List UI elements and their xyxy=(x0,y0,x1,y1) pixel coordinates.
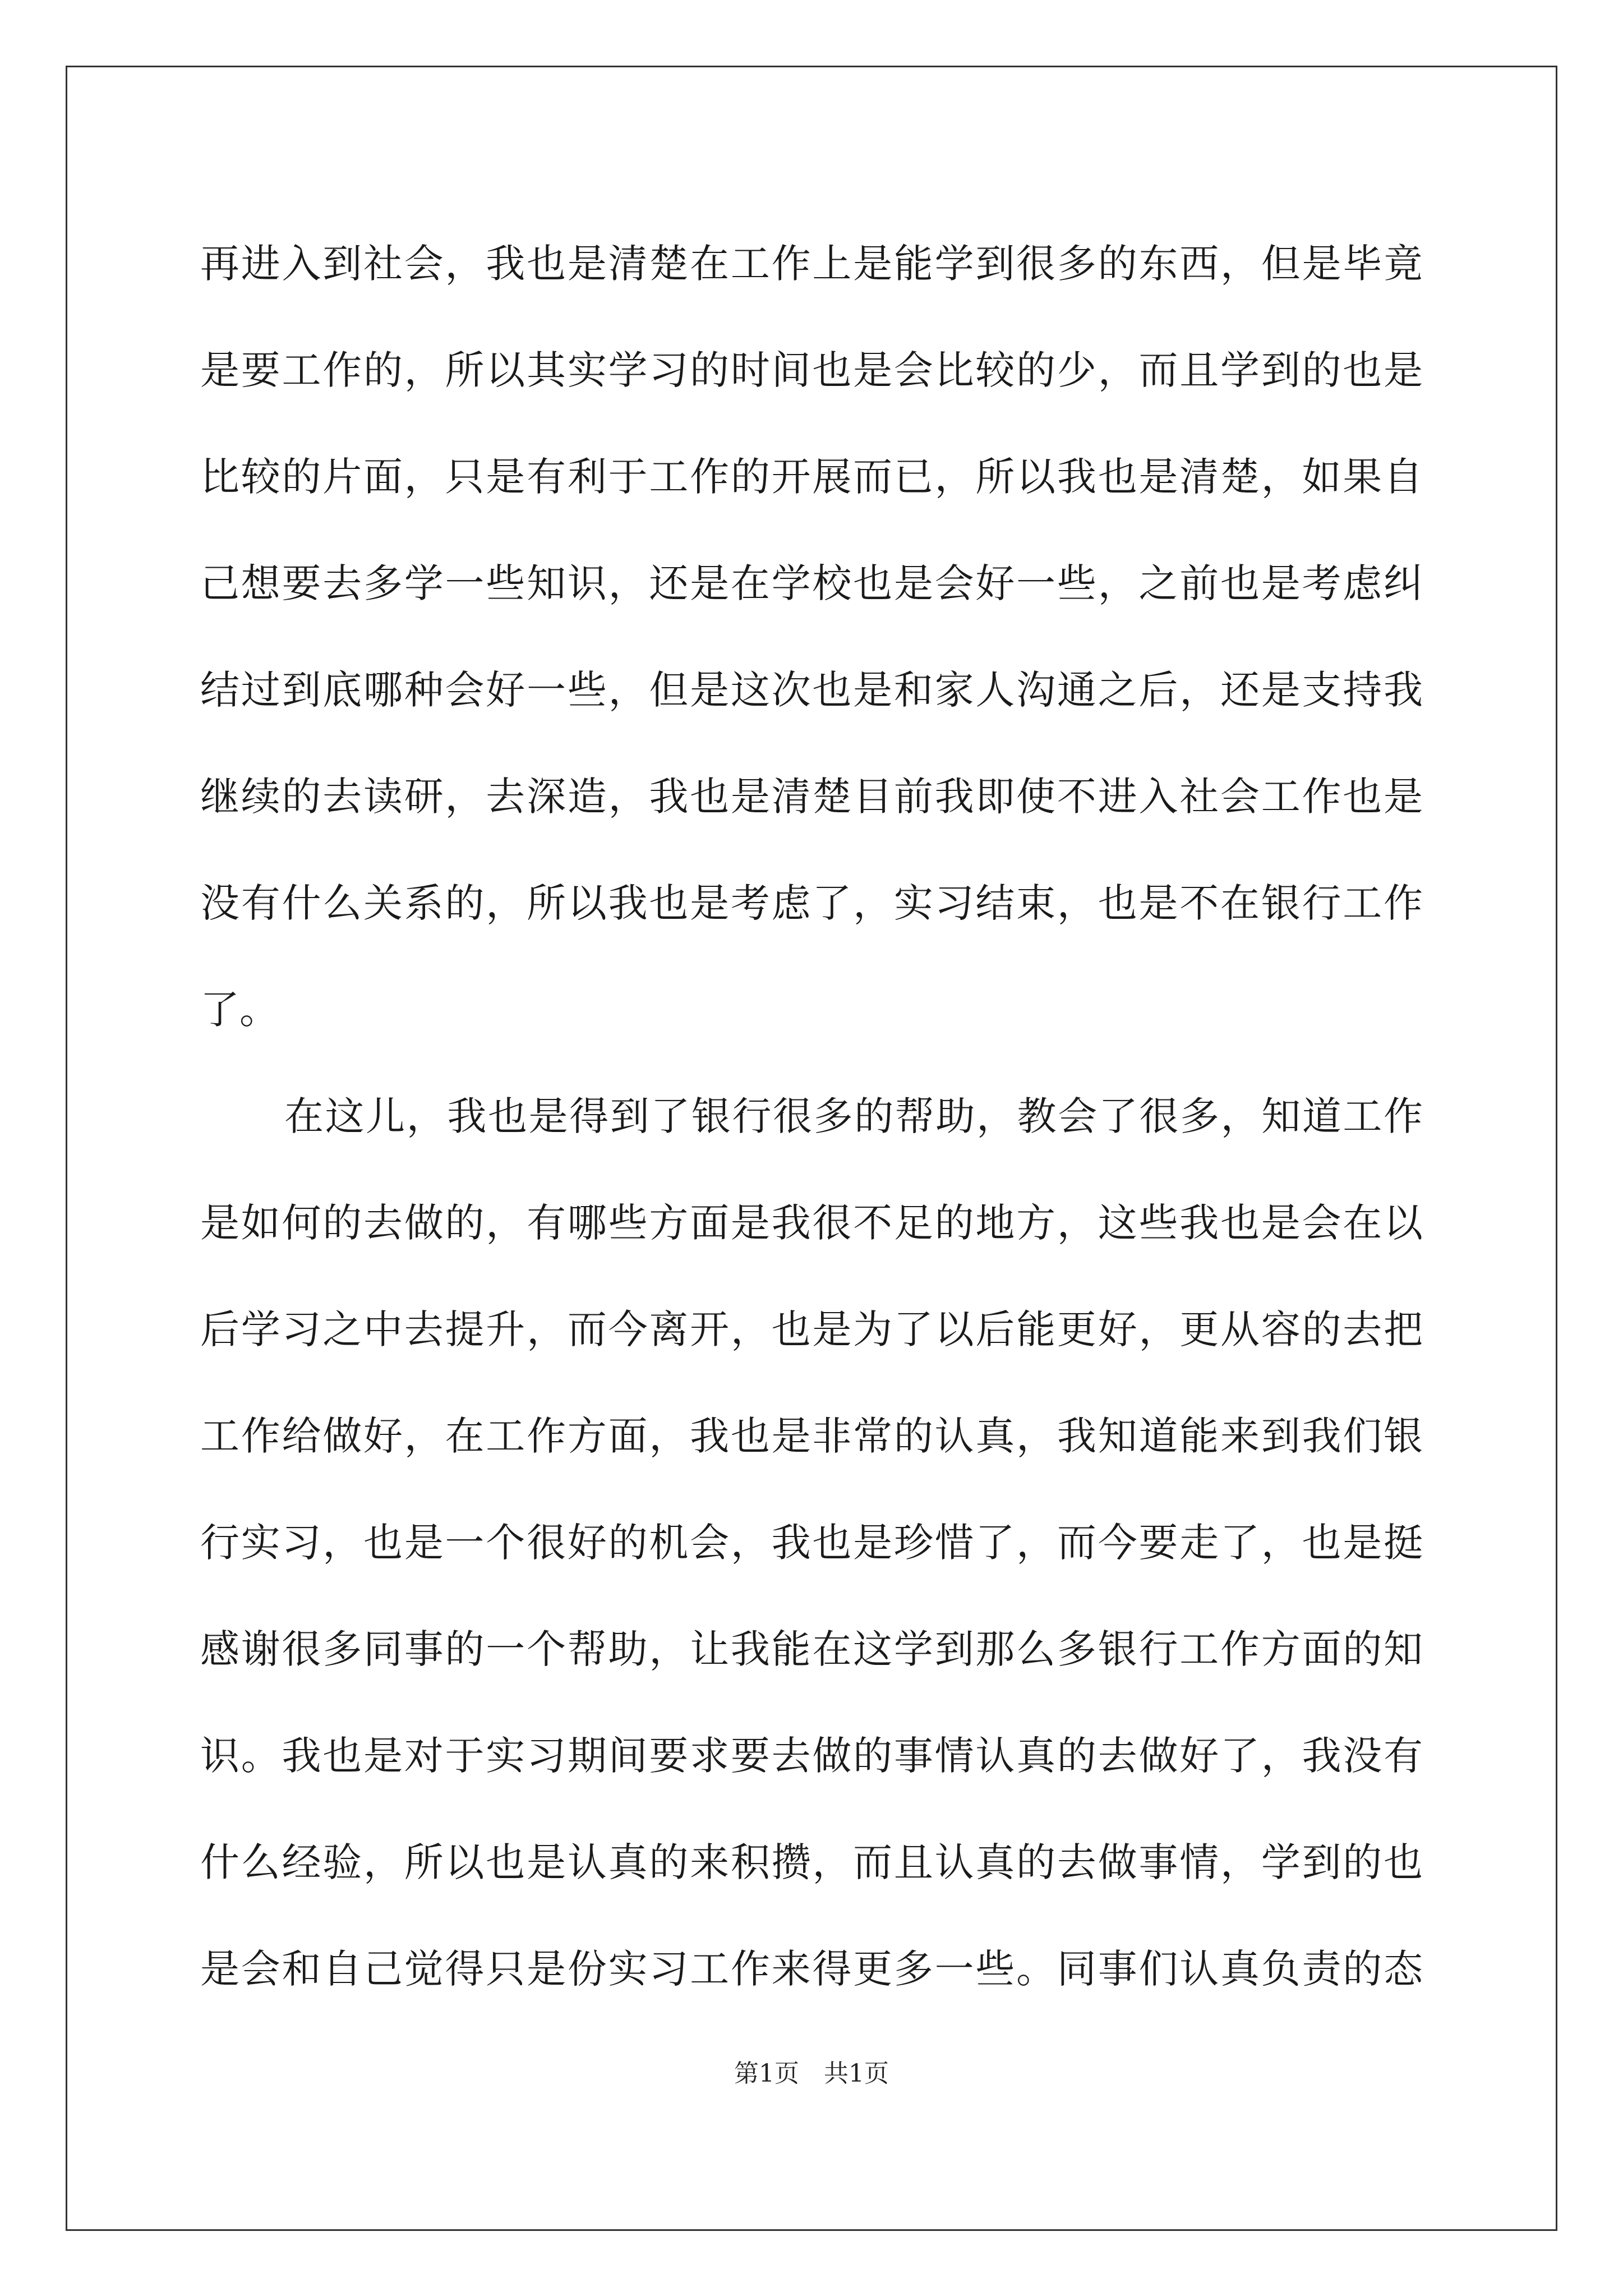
paragraph-1-line-2: 是要工作的，所以其实学习的时间也是会比较的少，而且学到的也是 xyxy=(200,347,1423,393)
paragraph-1-line-8: 了。 xyxy=(200,987,279,1033)
paragraph-2-line-9: 是会和自己觉得只是份实习工作来得更多一些。同事们认真负责的态 xyxy=(200,1946,1423,1992)
paragraph-1-line-1: 再进入到社会，我也是清楚在工作上是能学到很多的东西，但是毕竟 xyxy=(200,241,1423,287)
paragraph-1-line-3: 比较的片面，只是有利于工作的开展而已，所以我也是清楚，如果自 xyxy=(200,454,1423,500)
paragraph-2-line-8: 什么经验，所以也是认真的来积攒，而且认真的去做事情，学到的也 xyxy=(200,1839,1423,1885)
paragraph-2-line-1: 在这儿，我也是得到了银行很多的帮助，教会了很多，知道工作 xyxy=(284,1093,1423,1139)
paragraph-2-line-2: 是如何的去做的，有哪些方面是我很不足的地方，这些我也是会在以 xyxy=(200,1200,1423,1246)
paragraph-2-line-6: 感谢很多同事的一个帮助，让我能在这学到那么多银行工作方面的知 xyxy=(200,1626,1423,1672)
page-number-footer: 第1页 共1页 xyxy=(734,2059,889,2088)
paragraph-2-line-7: 识。我也是对于实习期间要求要去做的事情认真的去做好了，我没有 xyxy=(200,1733,1423,1779)
paragraph-2-line-5: 行实习，也是一个很好的机会，我也是珍惜了，而今要走了，也是挺 xyxy=(200,1520,1423,1566)
paragraph-2-line-3: 后学习之中去提升，而今离开，也是为了以后能更好，更从容的去把 xyxy=(200,1306,1423,1352)
paragraph-1-line-6: 继续的去读研，去深造，我也是清楚目前我即使不进入社会工作也是 xyxy=(200,774,1423,820)
document-body xyxy=(200,210,1423,2022)
paragraph-2-line-4: 工作给做好，在工作方面，我也是非常的认真，我知道能来到我们银 xyxy=(200,1413,1423,1459)
paragraph-1-line-4: 己想要去多学一些知识，还是在学校也是会好一些，之前也是考虑纠 xyxy=(200,560,1423,606)
paragraph-1-line-7: 没有什么关系的，所以我也是考虑了，实习结束，也是不在银行工作 xyxy=(200,880,1423,926)
paragraph-1-line-5: 结过到底哪种会好一些，但是这次也是和家人沟通之后，还是支持我 xyxy=(200,667,1423,713)
